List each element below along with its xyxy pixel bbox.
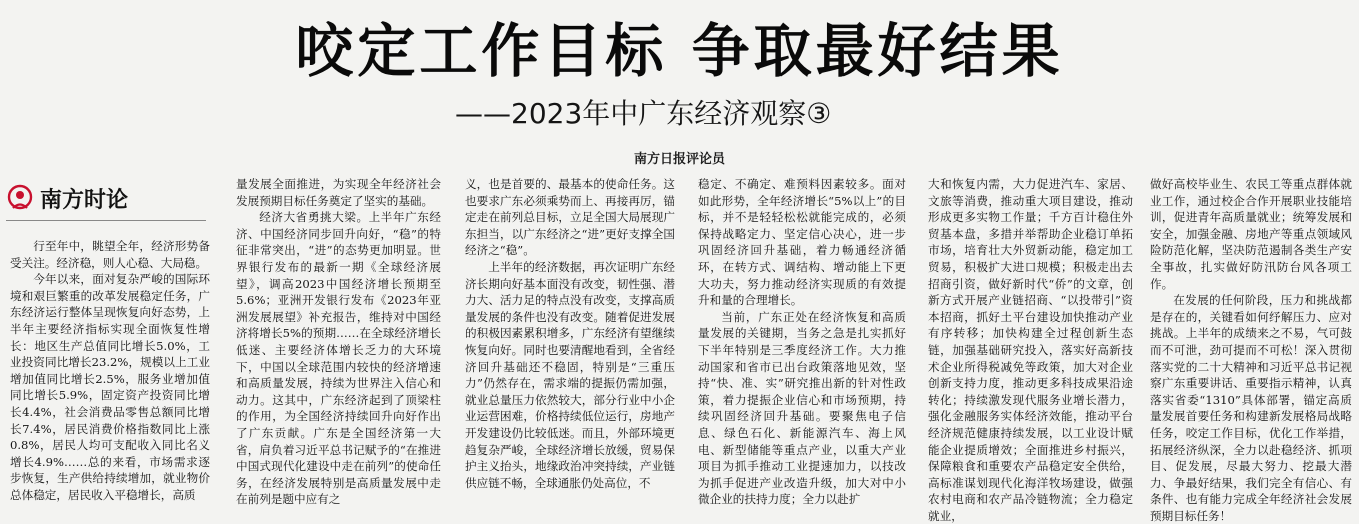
article-column-2: [236, 176, 441, 507]
article-column-6: [1150, 176, 1352, 523]
article-column-5: [928, 176, 1133, 523]
article-column-1: [10, 238, 210, 502]
column-logo: [6, 176, 206, 221]
paragraph: 大和恢复内需，大力促进汽车、家居、文旅等消费，推动重大项目建设，推动形成更多实物工作量；千方百计稳住外贸基本盘，多措并举帮助企业稳订单拓市场，培育壮大外贸新动能，稳定加工贸易，积极扩大进口规模；积极走出去招商引资，做好新时代“侨”的文章，创新方式开展产业链招商、“以投带引”资本招商，抓好土平台建设加快推动产业有序转移；加快构建全过程创新生态链，加强基础研究投入，落实好高新技术企业所得税减免等政策，加大对企业创新支持力度，推动更多科技成果沿途转化；持续激发现代服务业增长潜力，强化金融服务实体经济效能，推动平台经济规范健康持续发展，以工业设计赋能企业提质增效；全面推进乡村振兴，保障粮食和重要农产品稳定安全供给，高标准谋划现代化海洋牧场建设，做强农村电商和农产品冷链物流；全力稳定就业，: [928, 177, 1133, 523]
paragraph: 今年以来，面对复杂严峻的国际环境和艰巨繁重的改革发展稳定任务，广东经济运行整体呈现恢复向好态势，上半年主要经济指标实现全面恢复性增长：地区生产总值同比增长5.0%，工业投资同比增长23.2%，规模以上工业增加值同比增长2.5%，服务业增加值同比增长5.9%，固定资产投资同比增长4.4%，社会消费品零售总额同比增长7.4%，居民消费价格指数同比上涨0.8%，居民人均可支配收入同比名义增长4.9%……总的来看，市场需求逐步恢复，生产供给持续增加，就业物价总体稳定，居民收入平稳增长，高质: [10, 272, 210, 502]
paragraph: 当前，广东正处在经济恢复和高质量发展的关键期，当务之急是扎实抓好下半年特别是三季度经济工作。大力推动国家和省市已出台政策落地见效，坚持“快、准、实”研究推出新的针对性政策，着力提振企业信心和市场预期，持续巩固经济回升基础。要聚焦电子信息、绿色石化、新能源汽车、海上风电、新型储能等重点产业，以重大产业项目为抓手推动工业提速加力，以技改为抓手促进产业改造升级，加大对中小微企业的扶持力度；全力以赴扩: [698, 309, 906, 507]
paragraph: 经济大省勇挑大梁。上半年广东经济、中国经济同步回升向好，“稳”的特征非常突出，“进”的态势更加明显。世界银行发布的最新一期《全球经济展望》，调高2023中国经济增长预期至5.6%；亚洲开发银行发布《2023年亚洲发展展望》补充报告，维持对中国经济将增长5%的预期……在全球经济增长低迷、主要经济体增长乏力的大环境下，中国以全球范围内较快的经济增速和高质量发展，持续为世界注入信心和动力。这其中，广东经济起到了顶梁柱的作用，为全国经济持续回升向好作出了广东贡献。广东是全国经济第一大省，肩负着习近平总书记赋予的“在推进中国式现代化建设中走在前列”的使命任务，在经济发展特别是高质量发展中走在前列是题中应有之: [236, 210, 441, 507]
southern-logo-icon: [6, 184, 34, 212]
paragraph: 稳定、不确定、难预料因素较多。面对如此形势，全年经济增长“5%以上”的目标，并不是轻轻松松就能完成的，必须保持战略定力、坚定信心决心，进一步巩固经济回升基础，着力畅通经济循环，在转方式、调结构、增动能上下更大功夫，努力推动经济实现质的有效提升和量的合理增长。: [698, 177, 906, 308]
paragraph: 义，也是首要的、最基本的使命任务。这也要求广东必须乘势而上、再接再厉，锚定走在前列总目标，立足全国大局展现广东担当，以广东经济之“进”更好支撑全国经济之“稳”。: [465, 177, 675, 258]
subheadline: ——2023年中广东经济观察③: [455, 97, 832, 130]
paragraph: 做好高校毕业生、农民工等重点群体就业工作，通过校企合作开展职业技能培训，促进青年高质量就业；统筹发展和安全，加强金融、房地产等重点领域风险防范化解，坚决防范遏制各类生产安全事故，扎实做好防汛防台风各项工作。: [1150, 177, 1352, 291]
article-column-4: [698, 176, 906, 507]
article-column-3: [465, 176, 675, 490]
paragraph: 量发展全面推进，为实现全年经济社会发展预期目标任务奠定了坚实的基础。: [236, 177, 441, 208]
byline: 南方日报评论员: [633, 152, 725, 167]
paragraph: 行至年中，眺望全年，经济形势备受关注。经济稳，则人心稳、大局稳。: [10, 239, 210, 270]
headline: 咬定工作目标 争取最好结果: [295, 17, 1064, 85]
paragraph: 在发展的任何阶段，压力和挑战都是存在的，关键看如何纾解压力、应对挑战。上半年的成绩来之不易，气可鼓而不可泄，劲可提而不可松！深入贯彻落实党的二十大精神和习近平总书记视察广东重要讲话、重要指示精神，认真落实省委“1310”具体部署，锚定高质量发展首要任务和构建新发展格局战略任务，咬定工作目标，优化工作举措，拓展经济纵深，全力以赴稳经济、抓项目、促发展，尽最大努力、挖最大潜力、争最好结果，我们完全有信心、有条件、也有能力完成全年经济社会发展预期目标任务！: [1150, 293, 1352, 523]
column-logo-label: 南方时论: [40, 187, 129, 213]
paragraph: 上半年的经济数据，再次证明广东经济长期向好基本面没有改变，韧性强、潜力大、活力足的特点没有改变，支撑高质量发展的条件也没有改变。随着促进发展的积极因素累积增多，广东经济有望继续恢复向好。同时也要清醒地看到，全省经济回升基础还不稳固，特别是“三重压力”仍然存在，需求端的提振仍需加强，就业总量压力依然较大，部分行业中小企业运营困难，价格持续低位运行，房地产开发建设仍比较低迷。而且，外部环境更趋复杂严峻，全球经济增长放缓，贸易保护主义抬头，地缘政治冲突持续，产业链供应链不畅，全球通胀仍处高位，不: [465, 259, 675, 490]
